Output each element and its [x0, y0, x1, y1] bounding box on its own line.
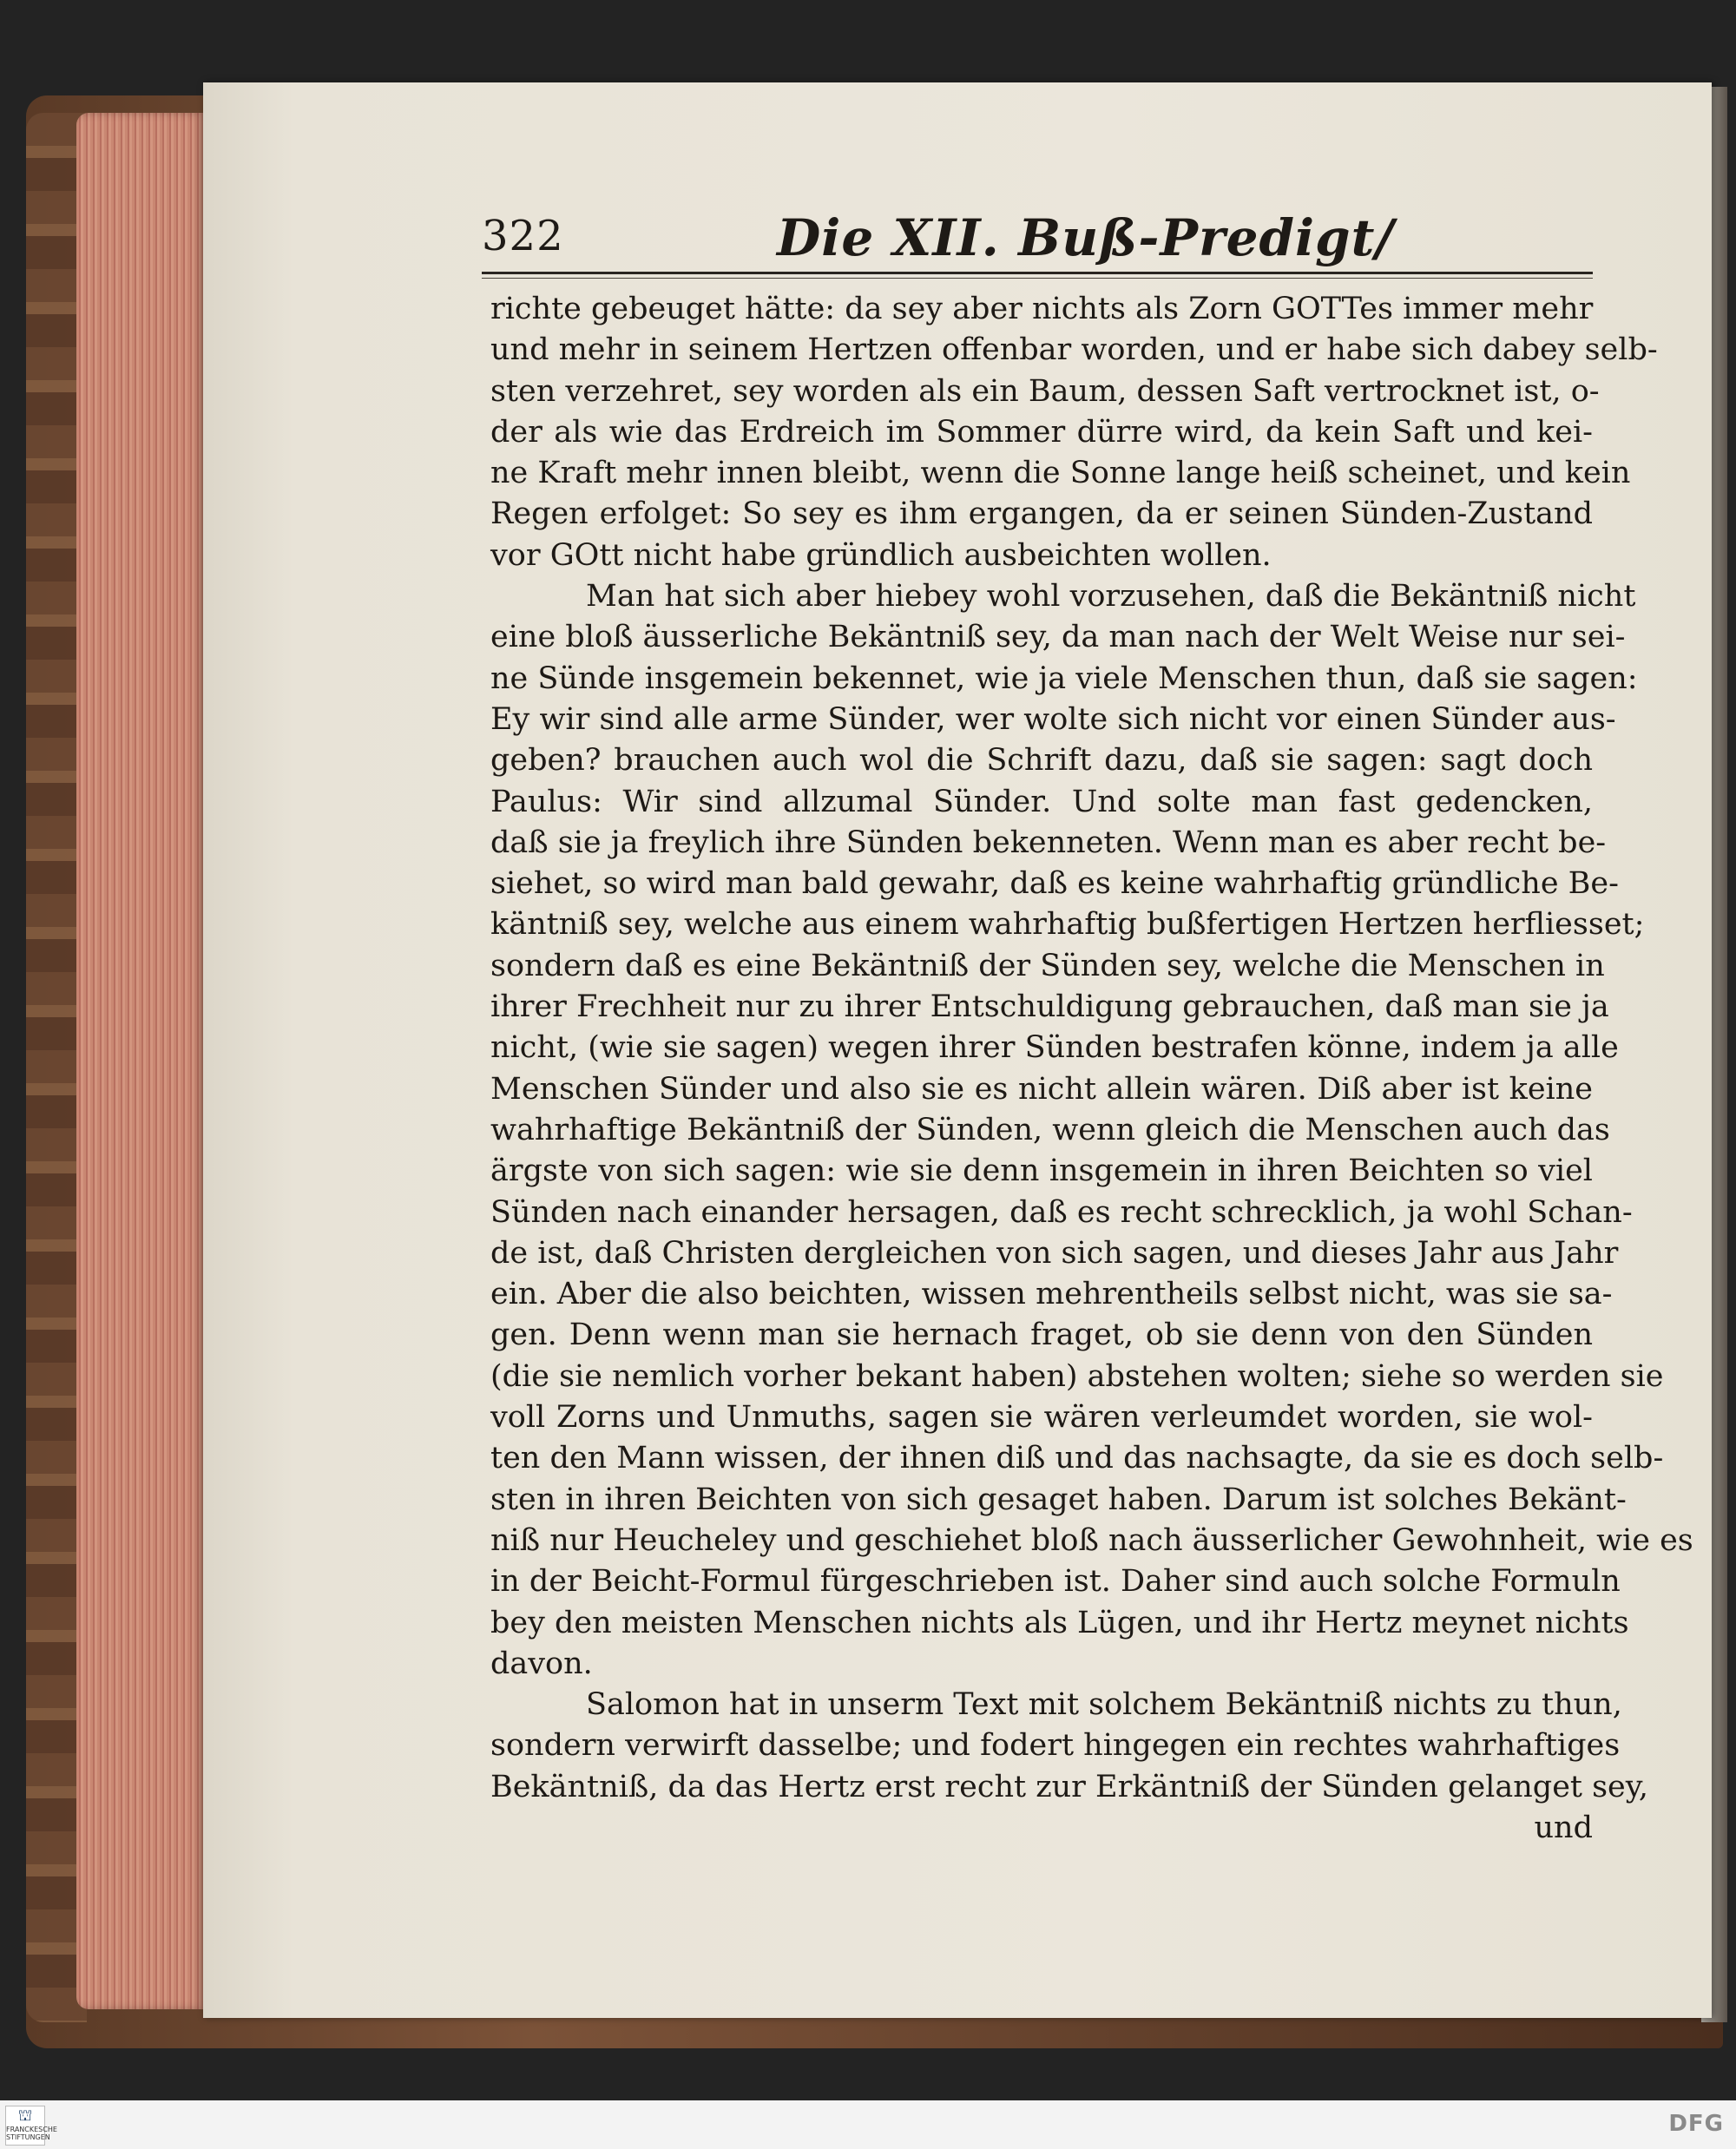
text-line: Man hat sich aber hiebey wohl vorzusehen, daß die Bekäntniß nicht [586, 579, 1636, 614]
page-number: 322 [482, 212, 564, 260]
text-line: ärgste von sich sagen: wie sie denn insgemein in ihren Beichten so viel [490, 1153, 1593, 1189]
text-line: voll Zorns und Unmuths, sagen sie wären verleumdet worden, sie wol- [490, 1400, 1593, 1436]
text-line: Salomon hat in unserm Text mit solchem Bekäntniß nichts zu thun, [586, 1687, 1622, 1723]
text-line: niß nur Heucheley und geschiehet bloß nach äusserlicher Gewohnheit, wie es [490, 1522, 1693, 1558]
text-line: Regen erfolget: So sey es ihm ergangen, da er seinen Sünden-Zustand [490, 496, 1593, 532]
text-line: Sünden nach einander hersagen, daß es recht schrecklich, ja wohl Schan- [490, 1194, 1633, 1230]
text-line: de ist, daß Christen dergleichen von sich sagen, und dieses Jahr aus Jahr [490, 1235, 1619, 1271]
text-line: geben? brauchen auch wol die Schrift dazu, daß sie sagen: sagt doch [490, 743, 1593, 779]
text-line: in der Beicht-Formul fürgeschrieben ist. Daher sind auch solche Formuln [490, 1564, 1621, 1600]
text-line: vor GOtt nicht habe gründlich ausbeichten wollen. [490, 537, 1272, 573]
text-line: ne Kraft mehr innen bleibt, wenn die Sonne lange heiß scheinet, und kein [490, 456, 1631, 491]
text-line: eine bloß äusserliche Bekäntniß sey, da man nach der Welt Weise nur sei- [490, 620, 1626, 655]
page-header [482, 208, 1593, 269]
dfg-mark[interactable]: DFG [1668, 2111, 1724, 2137]
running-title: Die XII. Buß-Predigt/ [777, 208, 1395, 267]
text-line: wahrhaftige Bekäntniß der Sünden, wenn gleich die Menschen auch das [490, 1112, 1610, 1147]
header-rule [482, 272, 1593, 274]
text-line: käntniß sey, welche aus einem wahrhaftig bußfertigen Hertzen herfliesset; [490, 907, 1645, 943]
text-line: ein. Aber die also beichten, wissen mehrentheils selbst nicht, was sie sa- [490, 1277, 1613, 1312]
text-line: bey den meisten Menschen nichts als Lügen, und ihr Hertz meynet nichts [490, 1605, 1629, 1640]
text-line: (die sie nemlich vorher bekant haben) abstehen wolten; siehe so werden sie [490, 1358, 1664, 1394]
header-rule-thin [482, 278, 1593, 279]
building-icon: ⛫ [17, 2106, 33, 2125]
text-line: Menschen Sünder und also sie es nicht allein wären. Diß aber ist keine [490, 1071, 1593, 1107]
text-line: ne Sünde insgemein bekennet, wie ja viele Menschen thun, daß sie sagen: [490, 660, 1638, 696]
text-line: Bekäntniß, da das Hertz erst recht zur Erkäntniß der Sünden gelanget sey, [490, 1769, 1649, 1804]
text-line: richte gebeuget hätte: da sey aber nichts als Zorn GOTTes immer mehr [490, 292, 1594, 326]
logo-label: FRANCKESCHE STIFTUNGEN [6, 2126, 57, 2141]
text-line: sondern daß es eine Bekäntniß der Sünden sey, welche die Menschen in [490, 948, 1605, 983]
body-text [490, 289, 1693, 1849]
page-edges [76, 113, 205, 2009]
text-line: siehet, so wird man bald gewahr, daß es keine wahrhaftig gründliche Be- [490, 866, 1619, 902]
text-line: sten in ihren Beichten von sich gesaget haben. Darum ist solches Bekänt- [490, 1482, 1627, 1517]
text-line: ten den Mann wissen, der ihnen diß und das nachsagte, da sie es doch selb- [490, 1441, 1664, 1476]
institution-logo[interactable] [5, 2106, 57, 2146]
text-line: daß sie ja freylich ihre Sünden bekenneten. Wenn man es aber recht be- [490, 825, 1607, 860]
text-line: gen. Denn wenn man sie hernach fraget, ob sie denn von den Sünden [490, 1318, 1593, 1353]
text-line: sten verzehret, sey worden als ein Baum, dessen Saft vertrocknet ist, o- [490, 373, 1600, 409]
text-line: der als wie das Erdreich im Sommer dürre wird, da kein Saft und kei- [490, 414, 1593, 450]
text-line: ihrer Frechheit nur zu ihrer Entschuldigung gebrauchen, daß man sie ja [490, 989, 1609, 1025]
text-line: Paulus: Wir sind allzumal Sünder. Und solte man fast gedencken, [490, 784, 1593, 819]
text-line: und mehr in seinem Hertzen offenbar worden, und er habe sich dabey selb- [490, 332, 1658, 368]
text-line: Ey wir sind alle arme Sünder, wer wolte sich nicht vor einen Sünder aus- [490, 701, 1616, 737]
text-line: davon. [490, 1646, 593, 1681]
viewer-footer [0, 2100, 1736, 2149]
text-line: sondern verwirft dasselbe; und fodert hingegen ein rechtes wahrhaftiges [490, 1728, 1621, 1764]
text-line: nicht, (wie sie sagen) wegen ihrer Sünden bestrafen könne, indem ja alle [490, 1030, 1619, 1066]
text-line: und [1534, 1810, 1593, 1845]
